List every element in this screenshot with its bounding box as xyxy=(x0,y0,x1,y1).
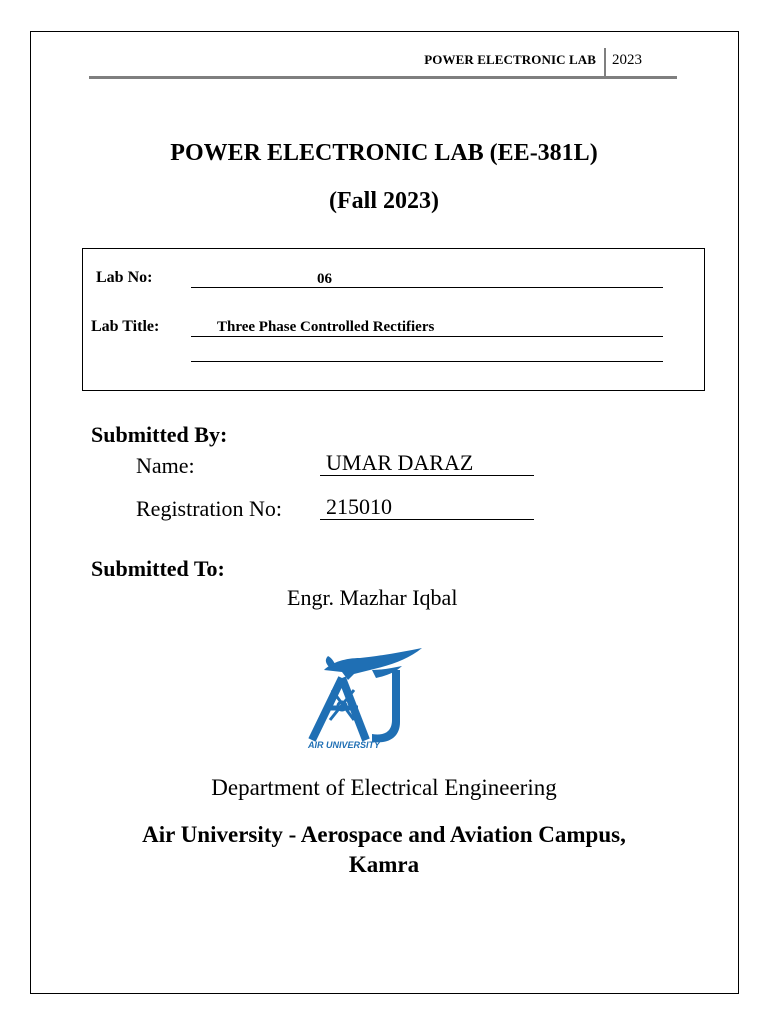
page-title: POWER ELECTRONIC LAB (EE-381L) xyxy=(170,140,598,166)
university-line-2: Kamra xyxy=(348,852,420,877)
submitted-to-heading: Submitted To: xyxy=(91,556,225,581)
registration-label: Registration No: xyxy=(136,496,283,521)
header-year: 2023 xyxy=(612,52,642,68)
registration-value: 215010 xyxy=(320,495,534,520)
name-label: Name: xyxy=(136,453,195,478)
university-line-1: Air University - Aerospace and Aviation Campus, xyxy=(142,822,626,847)
lab-title-line-2 xyxy=(191,361,663,362)
logo-letter-u-icon xyxy=(372,670,400,742)
submitted-by-heading: Submitted By: xyxy=(91,422,228,447)
submitted-to-name: Engr. Mazhar Iqbal xyxy=(287,585,458,610)
header-separator xyxy=(604,48,606,76)
lab-no-label: Lab No: xyxy=(96,269,153,286)
lab-no-line xyxy=(191,287,663,288)
lab-title-label: Lab Title: xyxy=(91,318,160,335)
department-name: Department of Electrical Engineering xyxy=(211,775,557,800)
name-value: UMAR DARAZ xyxy=(320,451,534,476)
header-rule xyxy=(89,76,677,79)
page-subtitle-term: (Fall 2023) xyxy=(329,188,439,214)
university-name xyxy=(0,820,768,880)
logo-text: AIR UNIVERSITY xyxy=(308,740,381,750)
lab-title-line xyxy=(191,336,663,337)
logo-eagle-icon xyxy=(324,648,422,680)
header-lab-name: POWER ELECTRONIC LAB xyxy=(424,52,596,67)
lab-title-value: Three Phase Controlled Rectifiers xyxy=(217,319,435,335)
lab-no-value: 06 xyxy=(317,271,332,287)
lab-info-box xyxy=(82,248,705,391)
air-university-logo xyxy=(302,648,424,752)
